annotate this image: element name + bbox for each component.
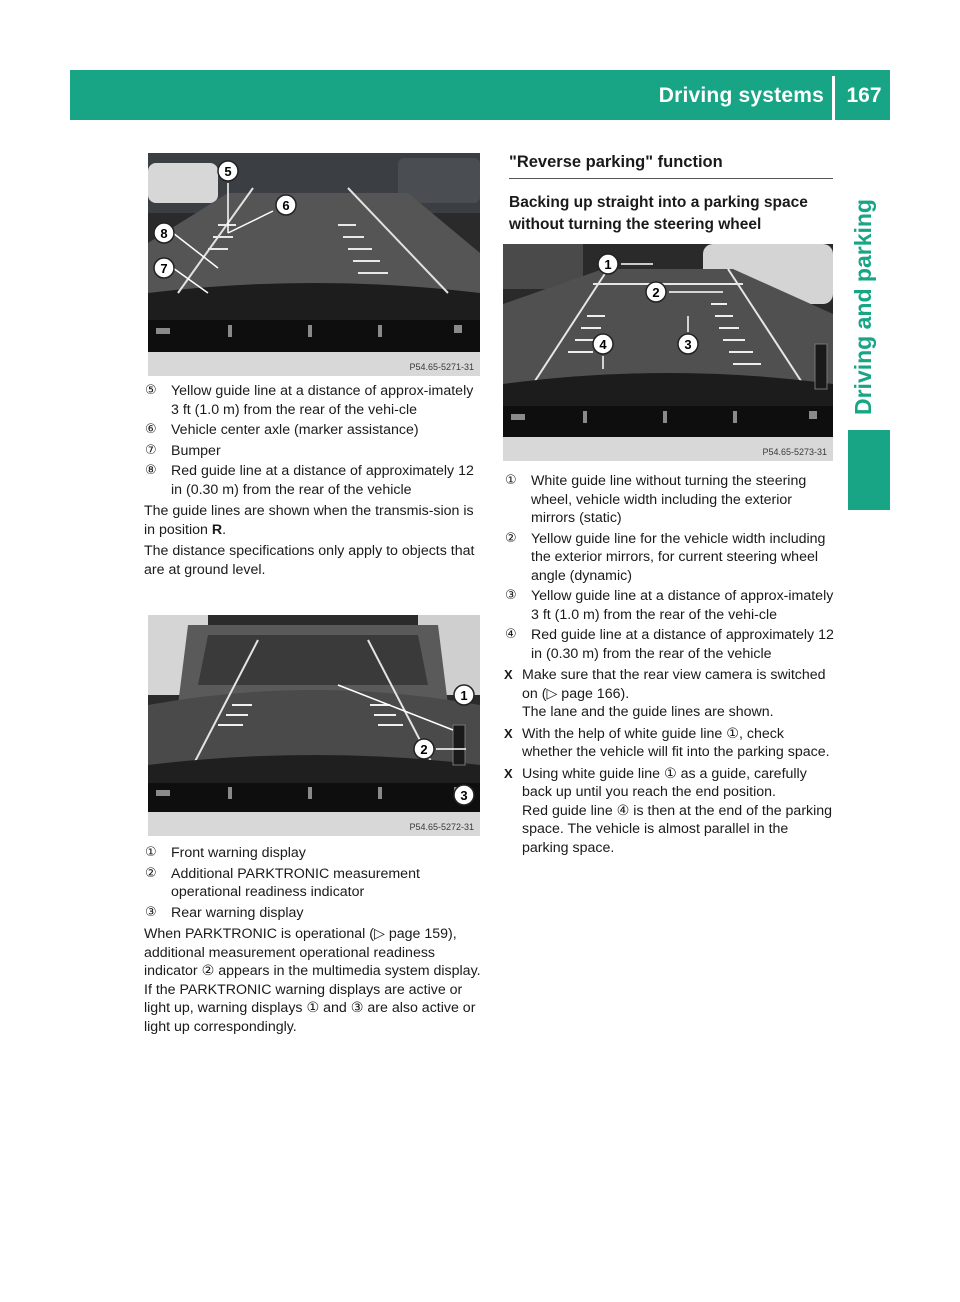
left-column-top bbox=[144, 382, 484, 581]
callout-7: 7 bbox=[160, 261, 168, 276]
step-marker-icon: X bbox=[504, 765, 513, 781]
subsection-title: Backing up straight into a parking space without turning the steering wheel bbox=[509, 194, 808, 233]
callout-3: 3 bbox=[684, 337, 692, 352]
legend-item: ② Yellow guide line for the vehicle width including the exterior mirrors, for current steering wheel angle (dynamic) bbox=[505, 530, 826, 584]
callout-4: 4 bbox=[599, 337, 607, 352]
figure-id: P54.65-5273-31 bbox=[762, 447, 827, 457]
callout-1: 1 bbox=[460, 688, 468, 703]
camera-image-2 bbox=[148, 615, 480, 812]
legend-item: ⑦ Bumper bbox=[145, 442, 221, 459]
legend-item: ⑤ Yellow guide line at a distance of approx-imately 3 ft (1.0 m) from the rear of the vehi-cle bbox=[145, 383, 474, 418]
step-marker-icon: X bbox=[504, 725, 513, 741]
legend-item: ② Additional PARKTRONIC measurement operational readiness indicator bbox=[145, 865, 420, 900]
figure-reverse-parking bbox=[503, 244, 833, 461]
figure-id: P54.65-5272-31 bbox=[409, 822, 474, 832]
callout-6: 6 bbox=[282, 198, 290, 213]
side-chapter-block bbox=[848, 430, 890, 510]
callout-5: 5 bbox=[224, 164, 232, 179]
legend-item: ③ Rear warning display bbox=[145, 904, 304, 921]
right-column-text bbox=[504, 472, 838, 857]
callout-2: 2 bbox=[420, 742, 428, 757]
legend-item: ③ Yellow guide line at a distance of approx-imately 3 ft (1.0 m) from the rear of the vehi-cle bbox=[505, 588, 834, 623]
figure-camera-guide-lines bbox=[148, 153, 480, 376]
callout-3: 3 bbox=[460, 788, 468, 803]
camera-image-3 bbox=[503, 244, 833, 437]
figure-caption-bar bbox=[148, 352, 480, 376]
callout-8: 8 bbox=[160, 226, 168, 241]
instruction-step: X Make sure that the rear view camera is switched on (▷ page 166). The lane and the guide lines are shown. bbox=[504, 667, 826, 720]
section-rule bbox=[509, 178, 833, 179]
legend-item: ⑥ Vehicle center axle (marker assistance) bbox=[145, 422, 419, 438]
paragraph-ground-level: The distance specifications only apply to objects that are at ground level. bbox=[144, 543, 475, 578]
left-column-bottom bbox=[144, 844, 484, 1038]
callout-2: 2 bbox=[652, 285, 660, 300]
side-chapter-title: Driving and parking bbox=[850, 199, 876, 415]
callout-1: 1 bbox=[604, 257, 612, 272]
paragraph-transmission: The guide lines are shown when the transmis-sion is in position R. bbox=[144, 503, 474, 538]
legend-item: ④ Red guide line at a distance of approximately 12 in (0.30 m) from the rear of the vehicle bbox=[505, 627, 834, 662]
paragraph-parktronic: When PARKTRONIC is operational (▷ page 159), additional measurement operational readiness indicator ② appears in the multimedia system display. If the PARKTRONIC warning displays are active or light up, warning displays ① and ③ are also active or light up correspondingly. bbox=[144, 926, 481, 1035]
step-marker-icon: X bbox=[504, 667, 513, 682]
figure-caption-bar bbox=[148, 812, 480, 836]
figure-caption-bar bbox=[503, 437, 833, 461]
header-title: Driving systems bbox=[658, 84, 824, 107]
legend-item: ⑧ Red guide line at a distance of approximately 12 in (0.30 m) from the rear of the vehicle bbox=[145, 463, 474, 498]
instruction-step: X With the help of white guide line ①, check whether the vehicle will fit into the parking space. bbox=[504, 725, 830, 760]
legend-item: ① White guide line without turning the steering wheel, vehicle width including the exterior mirrors (static) bbox=[505, 473, 807, 526]
figure-id: P54.65-5271-31 bbox=[409, 362, 474, 372]
section-title: "Reverse parking" function bbox=[509, 153, 723, 171]
instruction-step: X Using white guide line ① as a guide, carefully back up until you reach the end position. Red guide line ④ is then at the end of the parking space. The vehicle is almost parallel in the parking space. bbox=[504, 765, 833, 856]
legend-item: ① Front warning display bbox=[145, 845, 306, 861]
camera-image-1 bbox=[148, 153, 480, 352]
page-number: 167 bbox=[846, 84, 882, 107]
header-separator bbox=[832, 76, 835, 120]
figure-parktronic-display bbox=[148, 615, 480, 836]
